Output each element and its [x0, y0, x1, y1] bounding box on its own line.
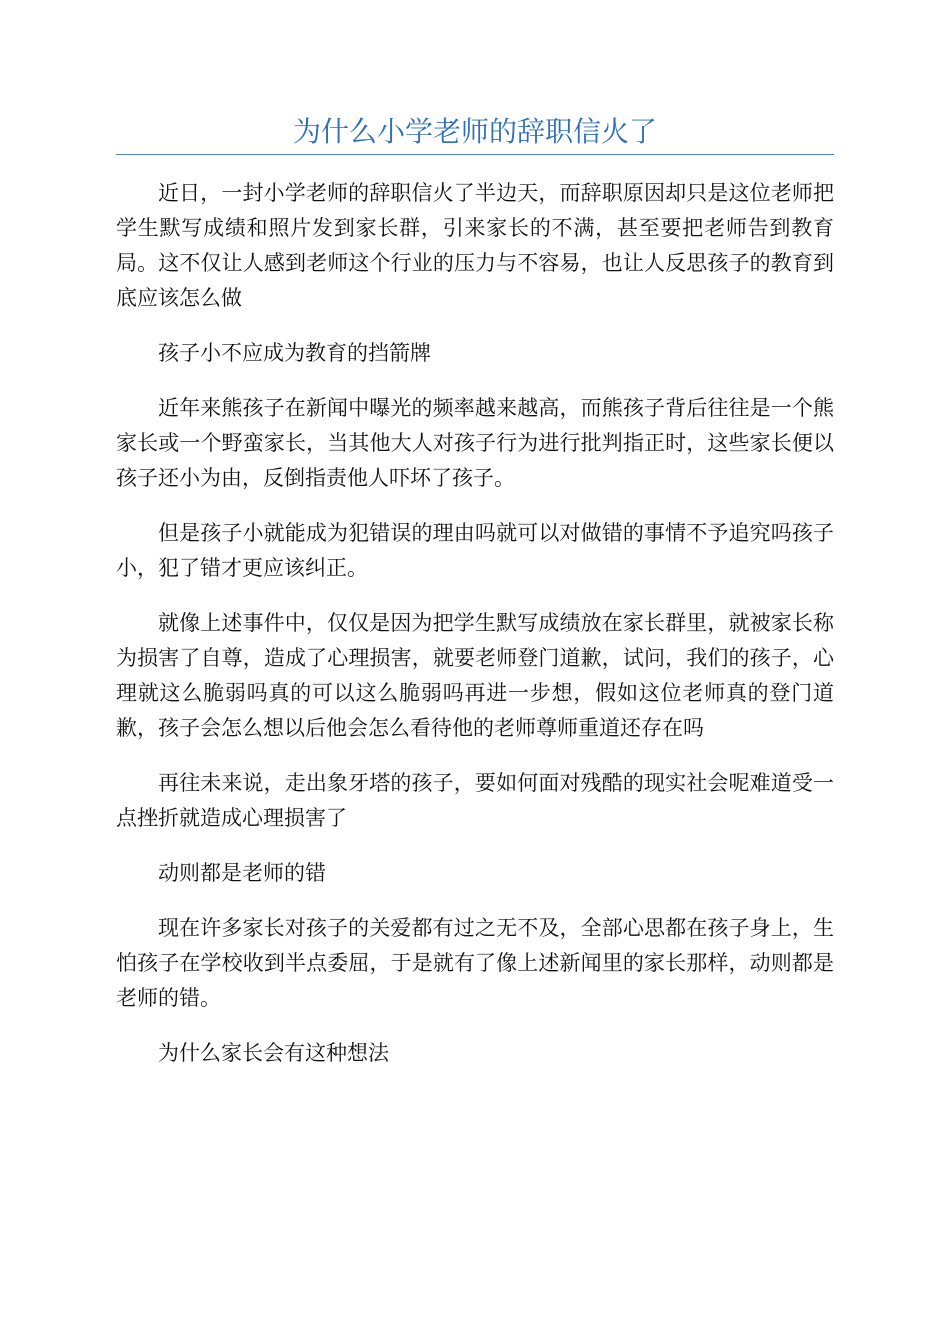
- title-underline: [116, 154, 834, 155]
- paragraph: 近年来熊孩子在新闻中曝光的频率越来越高，而熊孩子背后往往是一个熊家长或一个野蛮家长，当其他大人对孩子行为进行批判指正时，这些家长便以孩子还小为由，反倒指责他人吓坏了孩子。: [116, 396, 834, 490]
- section-heading: 孩子小不应成为教育的挡箭牌: [158, 341, 431, 365]
- paragraph: 但是孩子小就能成为犯错误的理由吗就可以对做错的事情不予追究吗孩子小，犯了错才更应该纠正。: [116, 521, 834, 580]
- document-body: [116, 176, 834, 1091]
- paragraph: 就像上述事件中，仅仅是因为把学生默写成绩放在家长群里，就被家长称为损害了自尊，造成了心理损害，就要老师登门道歉，试问，我们的孩子，心理就这么脆弱吗真的可以这么脆弱吗再进一步想，假如这位老师真的登门道歉，孩子会怎么想以后他会怎么看待他的老师尊师重道还存在吗: [116, 611, 834, 740]
- paragraph: 再往未来说，走出象牙塔的孩子，要如何面对残酷的现实社会呢难道受一点挫折就造成心理损害了: [116, 771, 834, 830]
- section-heading: 动则都是老师的错: [158, 861, 326, 885]
- section-heading: 为什么家长会有这种想法: [158, 1041, 389, 1065]
- paragraph: 近日，一封小学老师的辞职信火了半边天，而辞职原因却只是这位老师把学生默写成绩和照片发到家长群，引来家长的不满，甚至要把老师告到教育局。这不仅让人感到老师这个行业的压力与不容易，也让人反思孩子的教育到底应该怎么做: [116, 181, 834, 310]
- document-title: 为什么小学老师的辞职信火了: [292, 115, 657, 148]
- paragraph: 现在许多家长对孩子的关爱都有过之无不及，全部心思都在孩子身上，生怕孩子在学校收到半点委屈，于是就有了像上述新闻里的家长那样，动则都是老师的错。: [116, 916, 834, 1010]
